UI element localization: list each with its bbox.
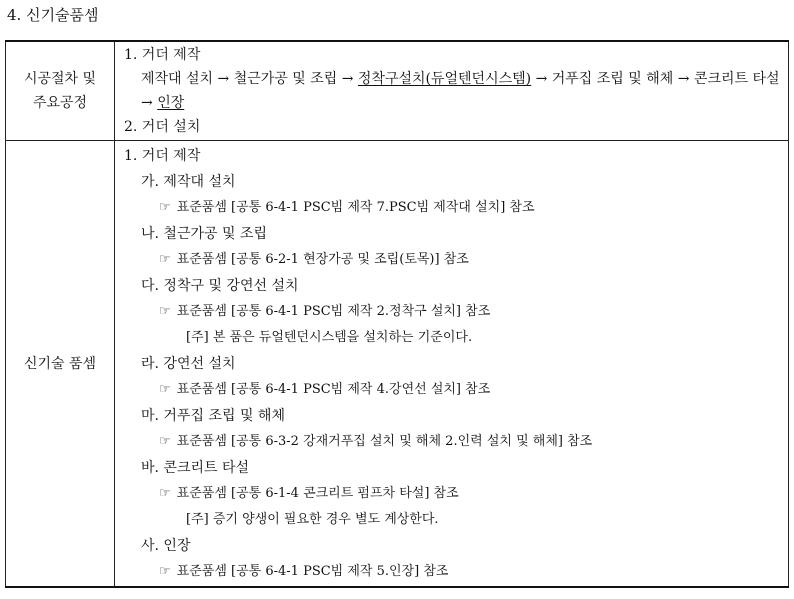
section-reference	[124, 299, 788, 325]
section-reference	[124, 481, 788, 507]
section-title: 가. 제작대 설치	[141, 174, 236, 190]
section-title: 마. 거푸집 조립 및 해체	[141, 408, 285, 424]
section-reference	[124, 247, 788, 273]
section-note: [주] 증기 양생이 필요한 경우 별도 계상한다.	[186, 512, 439, 527]
procedure-step-tensioning: 인장	[157, 95, 185, 111]
procedure-content-cell	[115, 41, 789, 141]
new-tech-content-cell	[115, 141, 789, 588]
procedure-label-line-2: 주요공정	[32, 95, 88, 111]
section-title: 라. 강연선 설치	[141, 356, 236, 372]
section-reference	[124, 195, 788, 221]
section-reference	[124, 559, 788, 585]
reference-text: 표준품셈 [공통 6-3-2 강재거푸집 설치 및 해체 2.인력 설치 및 해체] 참조	[176, 434, 593, 449]
procedure-steps	[124, 67, 788, 115]
reference-text: 표준품셈 [공통 6-4-1 PSC빔 제작 4.강연선 설치] 참조	[176, 382, 491, 397]
procedure-label-line-1: 시공절차 및	[23, 71, 97, 87]
new-tech-title: 1. 거더 제작	[124, 148, 201, 164]
pointing-hand-icon: ☞	[159, 304, 171, 319]
reference-text: 표준품셈 [공통 6-2-1 현장가공 및 조립(토목)] 참조	[176, 252, 469, 267]
procedure-item-2: 2. 거더 설치	[124, 119, 201, 135]
spec-table	[5, 40, 789, 588]
pointing-hand-icon: ☞	[159, 200, 171, 215]
table-row-new-tech	[6, 141, 789, 588]
reference-text: 표준품셈 [공통 6-4-1 PSC빔 제작 2.정착구 설치] 참조	[176, 304, 491, 319]
section-heading: 4. 신기술품셈	[7, 6, 99, 24]
pointing-hand-icon: ☞	[159, 564, 171, 579]
pointing-hand-icon: ☞	[159, 434, 171, 449]
section-title: 사. 인장	[141, 538, 191, 554]
reference-text: 표준품셈 [공통 6-1-4 콘크리트 펌프차 타설] 참조	[176, 486, 459, 501]
procedure-step-text-2: → 거푸집 조립 및 해체 → 콘크리트 타설 →	[141, 71, 780, 111]
section-title: 바. 콘크리트 타설	[141, 460, 250, 476]
reference-text: 표준품셈 [공통 6-4-1 PSC빔 제작 7.PSC빔 제작대 설치] 참조	[176, 200, 535, 215]
pointing-hand-icon: ☞	[159, 252, 171, 267]
section-title: 다. 정착구 및 강연선 설치	[141, 278, 299, 294]
procedure-step-anchorage: 정착구설치(듀얼텐던시스템)	[357, 71, 532, 87]
section-note: [주] 본 품은 듀얼텐던시스템을 설치하는 기준이다.	[186, 330, 473, 345]
table-row-procedure	[6, 41, 789, 141]
procedure-item-1: 1. 거더 제작	[124, 47, 201, 63]
procedure-step-text-1: 제작대 설치 → 철근가공 및 조립 →	[141, 71, 358, 87]
section-reference	[124, 429, 788, 455]
section-title: 나. 철근가공 및 조립	[141, 226, 267, 242]
procedure-label-cell	[6, 41, 115, 141]
pointing-hand-icon: ☞	[159, 382, 171, 397]
reference-text: 표준품셈 [공통 6-4-1 PSC빔 제작 5.인장] 참조	[176, 564, 449, 579]
new-tech-label-cell: 신기술 품셈	[6, 141, 115, 588]
pointing-hand-icon: ☞	[159, 486, 171, 501]
section-reference	[124, 377, 788, 403]
